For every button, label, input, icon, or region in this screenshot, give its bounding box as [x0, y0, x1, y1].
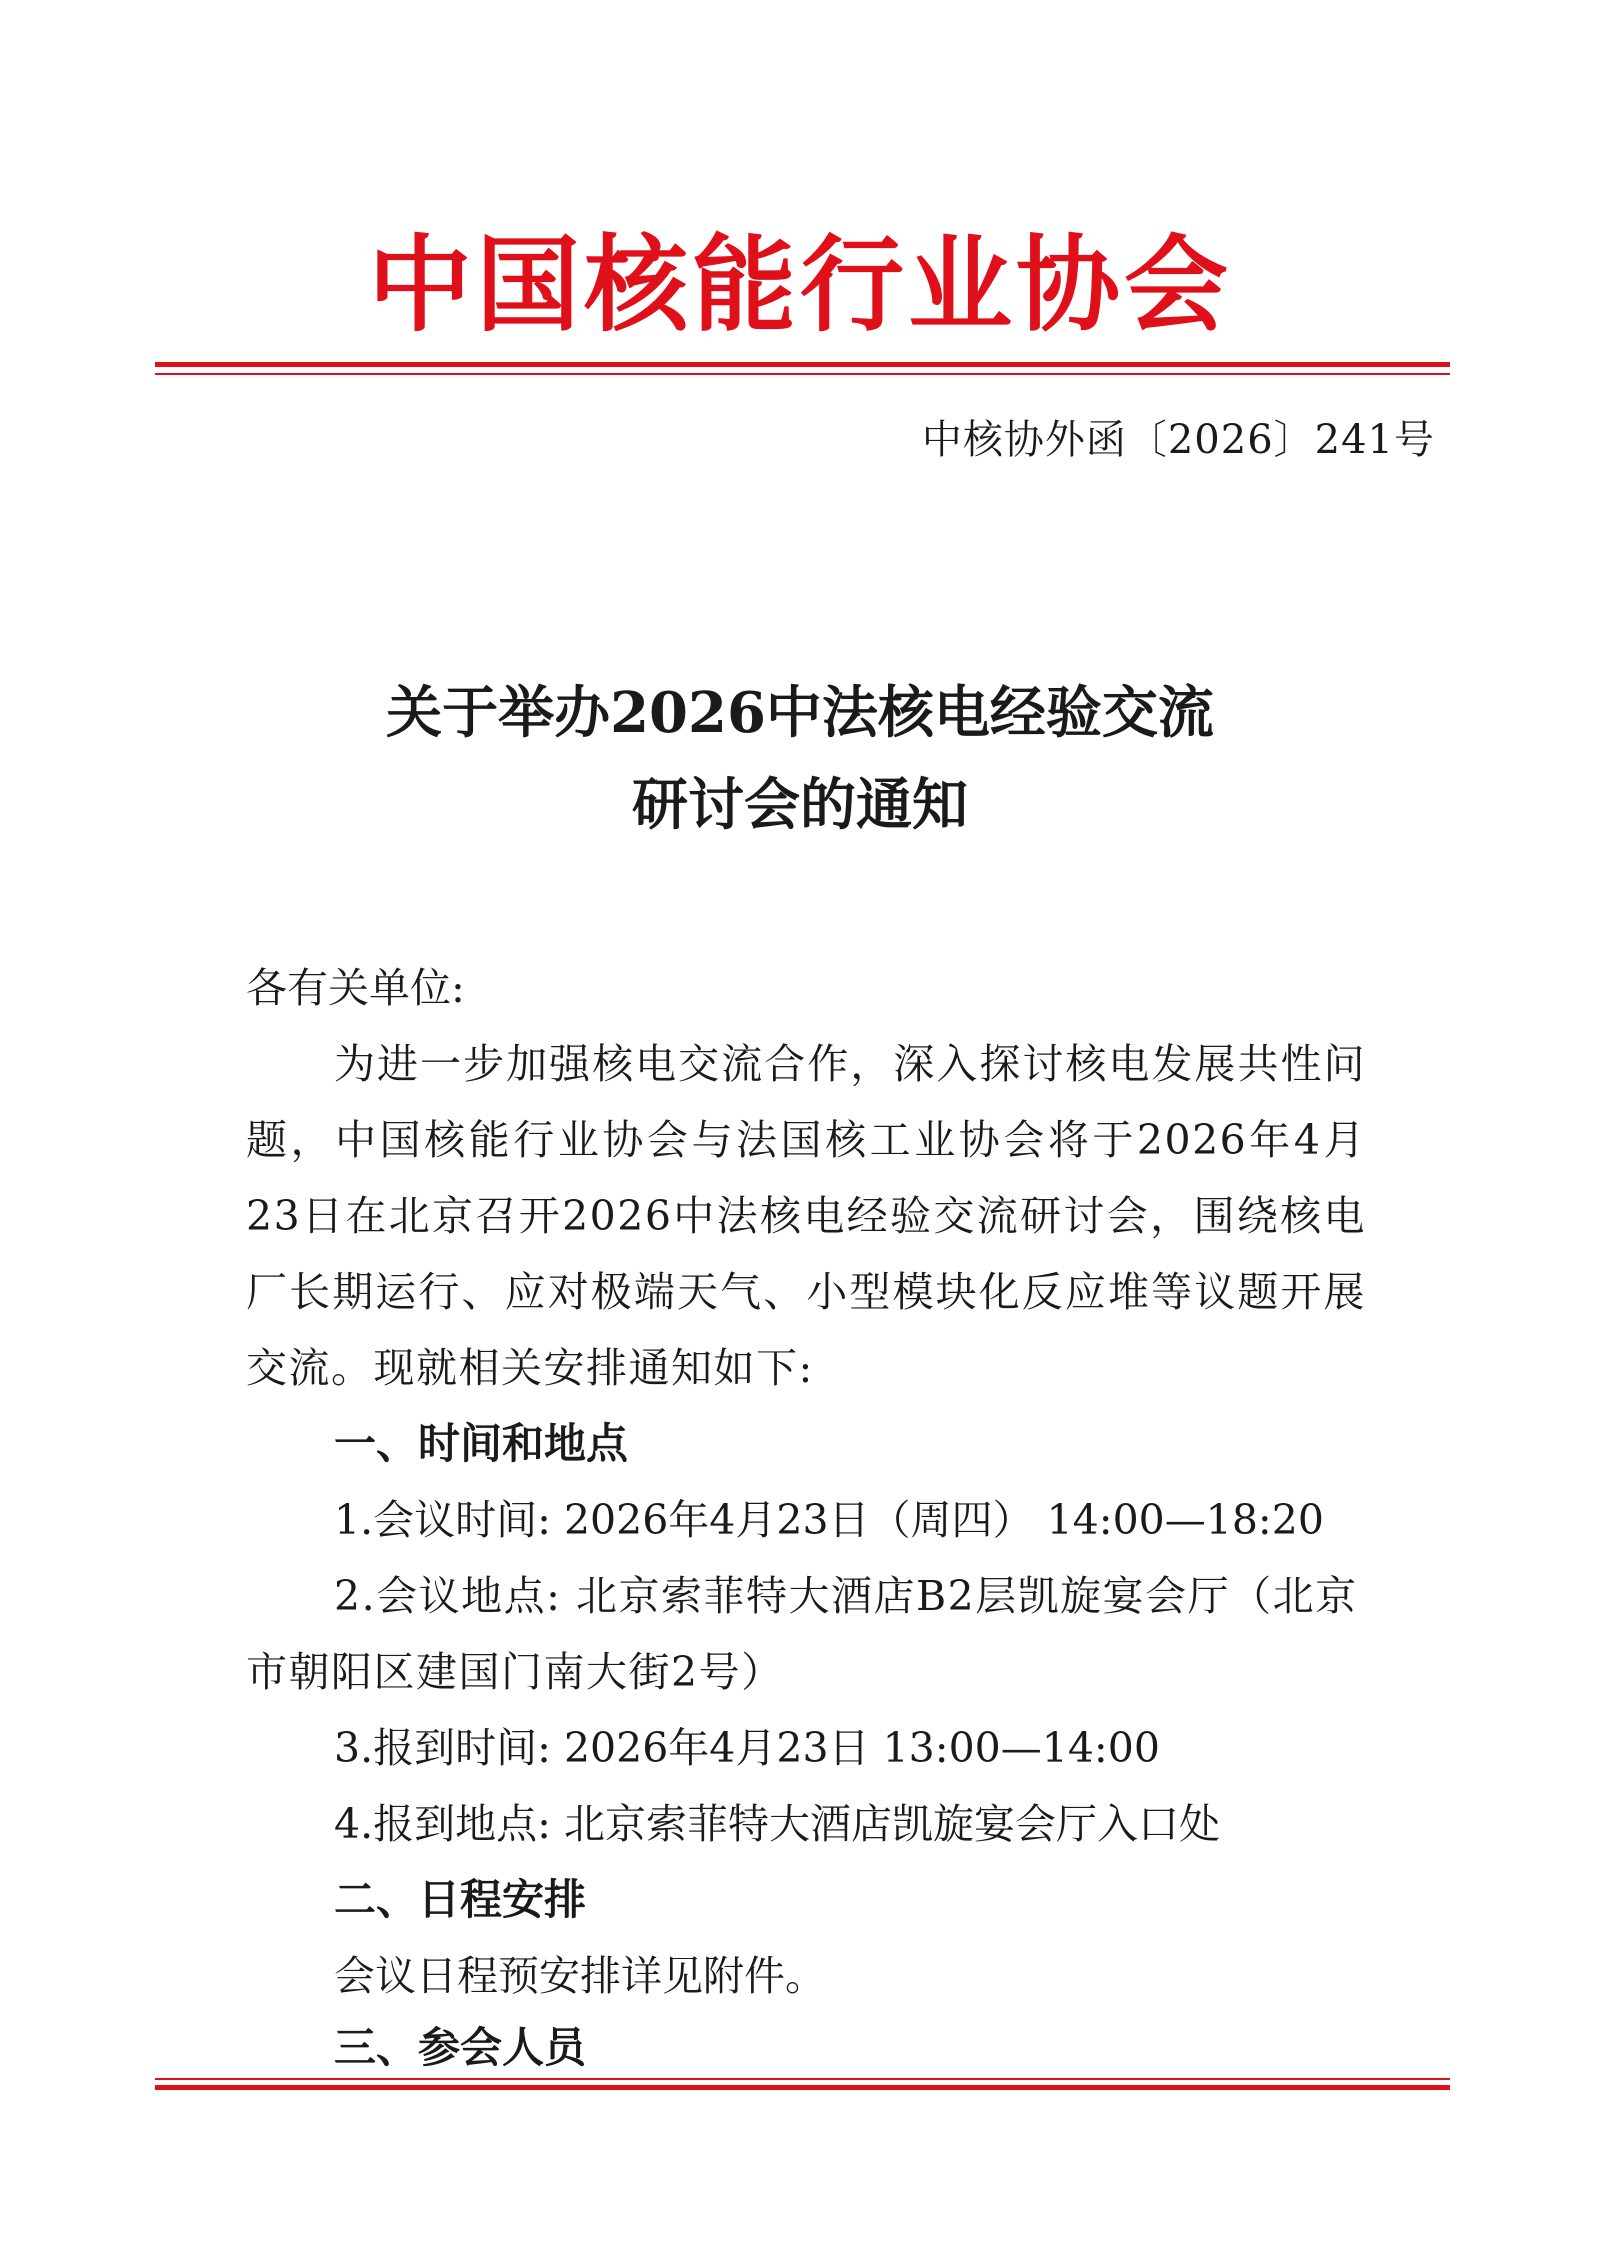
registration-time: 3.报到时间: 2026年4月23日 13:00—14:00: [334, 1724, 1160, 1772]
meeting-time: 1.会议时间: 2026年4月23日（周四） 14:00—18:20: [334, 1496, 1324, 1544]
section-3-heading: 三、参会人员: [334, 2023, 587, 2072]
footer-rule-thick: [155, 2085, 1450, 2090]
document-number: 中核协外函〔2026〕241号: [921, 417, 1435, 463]
header-rule-thin: [155, 373, 1450, 375]
registration-place: 4.报到地点: 北京索菲特大酒店凯旋宴会厅入口处: [334, 1800, 1220, 1848]
footer-rule-thin: [155, 2078, 1450, 2080]
schedule-note: 会议日程预安排详见附件。: [334, 1952, 826, 2000]
section-1-heading: 一、时间和地点: [334, 1419, 629, 1468]
document-title-line-2: 研讨会的通知: [632, 772, 968, 838]
meeting-venue: 2.会议地点: 北京索菲特大酒店B2层凯旋宴会厅（北京市朝阳区建国门南大街2号）: [246, 1572, 1358, 1696]
section-2-heading: 二、日程安排: [334, 1875, 587, 1924]
document-title-line-1: 关于举办2026中法核电经验交流: [386, 680, 1214, 746]
organization-letterhead: 中国核能行业协会: [367, 223, 1232, 346]
salutation: 各有关单位:: [246, 964, 465, 1012]
intro-paragraph: 为进一步加强核电交流合作，深入探讨核电发展共性问题，中国核能行业协会与法国核工业协会将于2026年4月23日在北京召开2026中法核电经验交流研讨会，围绕核电厂长期运行、应对极端天气、小型模块化反应堆等议题开展交流。现就相关安排通知如下:: [246, 1040, 1366, 1392]
header-rule-thick: [155, 362, 1450, 367]
